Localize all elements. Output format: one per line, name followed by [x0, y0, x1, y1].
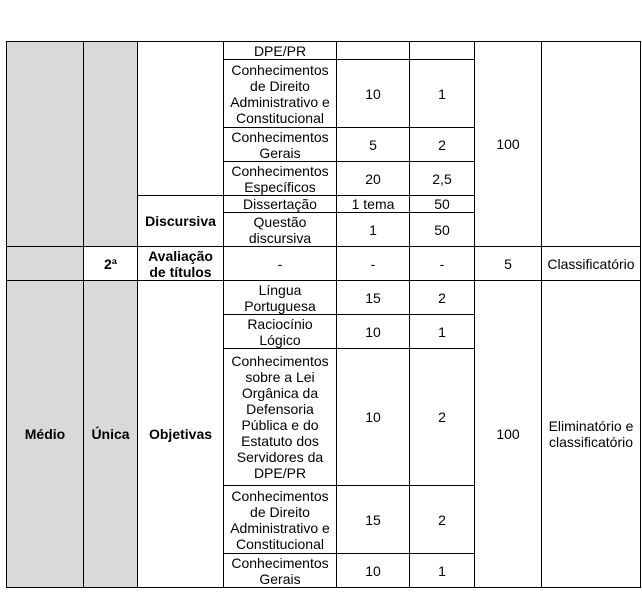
peso-cell: 1	[410, 60, 475, 128]
qtd-cell	[337, 42, 410, 60]
qtd-cell: 1 tema	[337, 196, 410, 213]
tipo-cell-continued	[138, 42, 224, 196]
total-cell-medio: 100	[475, 281, 542, 588]
nivel-cell-medio: Médio	[7, 281, 84, 588]
peso-cell: 50	[410, 213, 475, 247]
qtd-cell: 10	[337, 315, 410, 349]
carater-cell-medio: Eliminatório e classificatório	[542, 281, 641, 588]
disciplina-cell: Raciocínio Lógico	[224, 315, 337, 349]
peso-cell: 1	[410, 315, 475, 349]
peso-cell	[410, 42, 475, 60]
peso-cell: 50	[410, 196, 475, 213]
nivel-cell	[7, 247, 84, 281]
total-cell: 5	[475, 247, 542, 281]
qtd-cell: 1	[337, 213, 410, 247]
qtd-cell: 20	[337, 162, 410, 196]
carater-cell: Classificatório	[542, 247, 641, 281]
disciplina-cell: Conhecimentos Gerais	[224, 128, 337, 162]
qtd-cell: 10	[337, 60, 410, 128]
peso-cell: 2	[410, 349, 475, 486]
peso-cell: 2	[410, 281, 475, 315]
peso-cell: 2	[410, 128, 475, 162]
peso-cell: -	[410, 247, 475, 281]
disciplina-cell: Conhecimentos sobre a Lei Orgânica da Defensoria Pública e do Estatuto dos Servidores da DPE/PR	[224, 349, 337, 486]
tipo-cell-discursiva: Discursiva	[138, 196, 224, 247]
peso-cell: 2,5	[410, 162, 475, 196]
table-row	[7, 247, 641, 281]
disciplina-cell: DPE/PR	[224, 42, 337, 60]
disciplina-cell: Língua Portuguesa	[224, 281, 337, 315]
disciplina-cell: -	[224, 247, 337, 281]
table-row	[7, 42, 641, 60]
nivel-cell-continued	[7, 42, 84, 247]
disciplina-cell: Dissertação	[224, 196, 337, 213]
qtd-cell: -	[337, 247, 410, 281]
fase-cell-continued	[84, 42, 138, 247]
disciplina-cell: Questão discursiva	[224, 213, 337, 247]
qtd-cell: 5	[337, 128, 410, 162]
disciplina-cell: Conhecimentos Gerais	[224, 554, 337, 588]
exam-structure-table	[6, 41, 641, 588]
qtd-cell: 15	[337, 281, 410, 315]
qtd-cell: 10	[337, 349, 410, 486]
qtd-cell: 10	[337, 554, 410, 588]
peso-cell: 1	[410, 554, 475, 588]
qtd-cell: 15	[337, 486, 410, 554]
disciplina-cell: Conhecimentos Específicos	[224, 162, 337, 196]
total-cell: 100	[475, 42, 542, 247]
tipo-cell: Avaliação de títulos	[138, 247, 224, 281]
carater-cell-continued	[542, 42, 641, 247]
table-row	[7, 281, 641, 315]
disciplina-cell: Conhecimentos de Direito Administrativo e Constitucional	[224, 60, 337, 128]
tipo-cell-objetivas: Objetivas	[138, 281, 224, 588]
peso-cell: 2	[410, 486, 475, 554]
fase-cell-unica: Única	[84, 281, 138, 588]
disciplina-cell: Conhecimentos de Direito Administrativo e Constitucional	[224, 486, 337, 554]
fase-cell: 2ª	[84, 247, 138, 281]
